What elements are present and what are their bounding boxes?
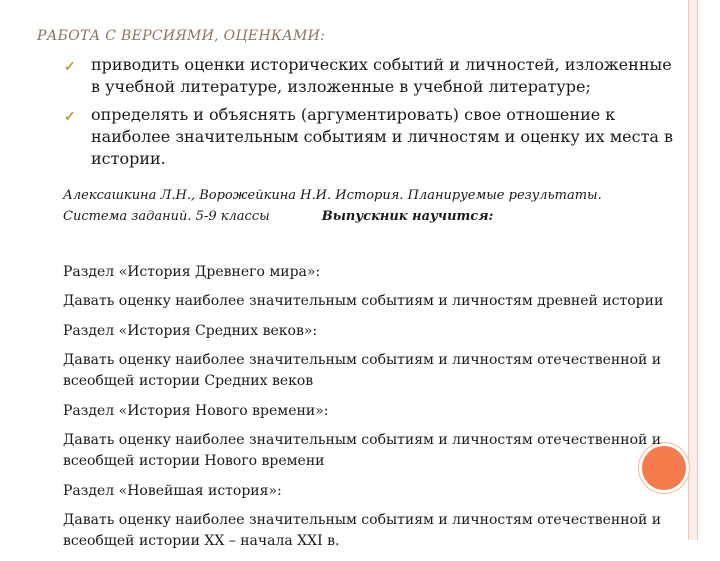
bullet-item (64, 54, 674, 98)
source-line-2 (63, 206, 683, 227)
section-heading: Раздел «Новейшая история»: (63, 483, 282, 499)
source-grades: Система заданий. 5-9 классы (63, 209, 270, 224)
check-icon: ✓ (64, 109, 76, 125)
bullet-item (64, 104, 674, 170)
section-text: Давать оценку наиболее значительным событиям и личностям отечественной и всеобщей истории Нового времени (63, 432, 662, 469)
slide-title: РАБОТА С ВЕРСИЯМИ, ОЦЕНКАМИ: (37, 28, 326, 44)
sections-list (63, 262, 688, 561)
bullet-list (64, 54, 674, 176)
section-heading: Раздел «История Нового времени»: (63, 403, 329, 419)
section-text: Давать оценку наиболее значительным событиям и личностям отечественной и всеобщей истории Средних веков (63, 352, 662, 389)
section-text: Давать оценку наиболее значительным событиям и личностям отечественной и всеобщей истории XX – начала XXI в. (63, 512, 662, 549)
section-text: Давать оценку наиболее значительным событиям и личностям древней истории (63, 293, 664, 309)
check-icon: ✓ (64, 59, 76, 75)
section-heading: Раздел «История Древнего мира»: (63, 264, 321, 280)
graduate-learns-label: Выпускник научится: (321, 209, 494, 224)
source-line-1: Алексашкина Л.Н., Ворожейкина Н.И. История. Планируемые результаты. (63, 188, 602, 203)
right-decorative-frame (688, 0, 698, 540)
bullet-text: определять и объяснять (аргументировать) свое отношение к наиболее значительным событиям и личностям и оценку их места в истории. (91, 105, 674, 168)
bullet-text: приводить оценки исторических событий и личностей, изложенные в учебной литературе, изложенные в учебной литературе; (91, 55, 672, 96)
section-heading: Раздел «История Средних веков»: (63, 323, 318, 339)
source-citation (63, 185, 683, 227)
